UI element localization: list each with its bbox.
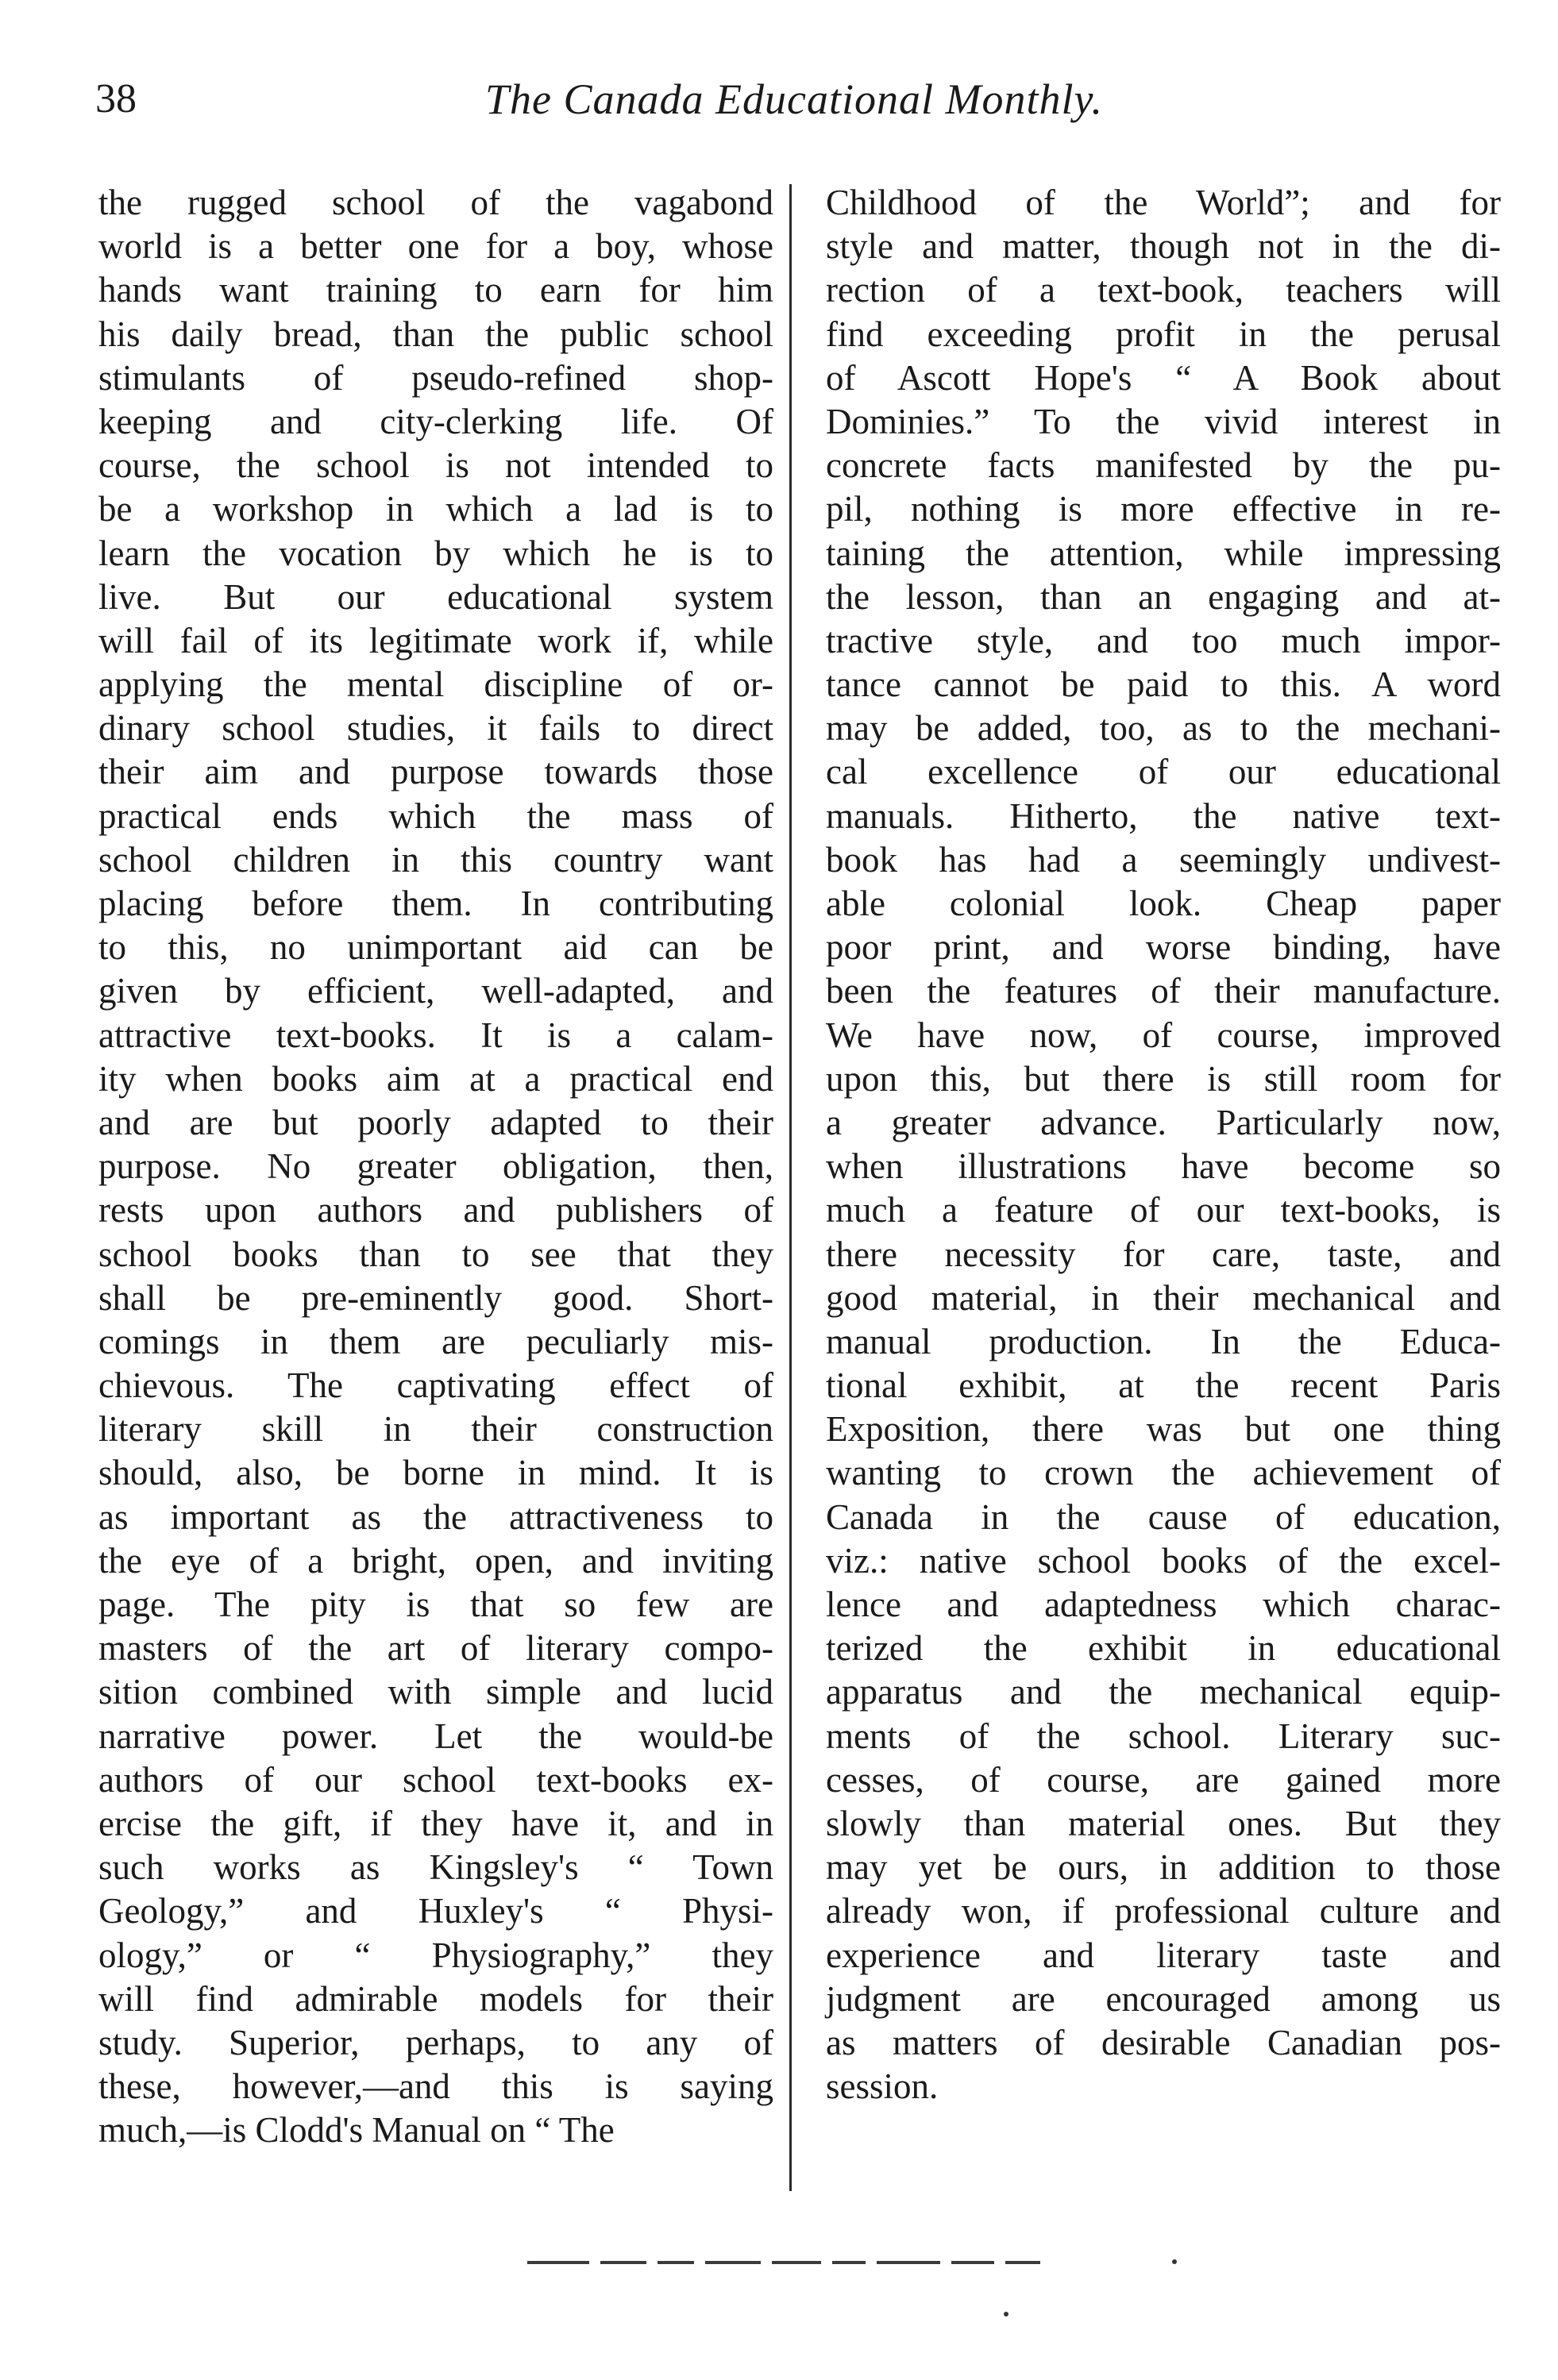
- text-line: hands want training to earn for him: [98, 270, 773, 310]
- text-line: be a workshop in which a lad is to: [98, 489, 773, 530]
- running-title: The Canada Educational Monthly.: [485, 75, 1103, 123]
- text-line: rection of a text-book, teachers will: [826, 270, 1501, 310]
- text-line: such works as Kingsley's “ Town: [98, 1847, 773, 1888]
- text-line: ity when books aim at a practical end: [98, 1058, 773, 1099]
- text-line: learn the vocation by which he is to: [98, 533, 773, 573]
- text-line: and are but poorly adapted to their: [98, 1102, 773, 1142]
- rule-dash: [658, 2261, 694, 2264]
- text-line: their aim and purpose towards those: [98, 752, 773, 792]
- text-line: sition combined with simple and lucid: [98, 1672, 773, 1712]
- text-line: as important as the attractiveness to: [98, 1496, 773, 1537]
- text-line: slowly than material ones. But they: [826, 1803, 1501, 1843]
- text-line: viz.: native school books of the excel-: [826, 1540, 1501, 1581]
- text-line: as matters of desirable Canadian pos-: [826, 2022, 1501, 2062]
- rule-dash: [705, 2261, 761, 2264]
- text-line: when illustrations have become so: [826, 1146, 1501, 1187]
- text-line: should, also, be borne in mind. It is: [98, 1453, 773, 1493]
- rule-dash: [1005, 2261, 1040, 2264]
- text-line: book has had a seemingly undivest-: [826, 839, 1501, 880]
- text-line: We have now, of course, improved: [826, 1015, 1501, 1055]
- text-line: course, the school is not intended to: [98, 445, 773, 486]
- text-line: stimulants of pseudo-refined shop-: [98, 357, 773, 398]
- text-line: find exceeding profit in the perusal: [826, 314, 1501, 354]
- text-line: ments of the school. Literary suc-: [826, 1716, 1501, 1756]
- text-line: tractive style, and too much impor-: [826, 620, 1501, 660]
- text-line: been the features of their manufacture.: [826, 971, 1501, 1011]
- text-line: experience and literary taste and: [826, 1935, 1501, 1975]
- right-text-column: [826, 181, 1501, 2108]
- text-line: Exposition, there was but one thing: [826, 1409, 1501, 1450]
- left-text-column: [98, 181, 773, 2152]
- text-line: wanting to crown the achievement of: [826, 1453, 1501, 1493]
- text-line: rests upon authors and publishers of: [98, 1190, 773, 1230]
- text-line: lence and adaptedness which charac-: [826, 1585, 1501, 1624]
- text-line: a greater advance. Particularly now,: [826, 1102, 1501, 1142]
- text-line: apparatus and the mechanical equip-: [826, 1672, 1501, 1712]
- text-line: poor print, and worse binding, have: [826, 927, 1501, 968]
- text-line: already won, if professional culture and: [826, 1891, 1501, 1931]
- text-line: there necessity for care, taste, and: [826, 1234, 1501, 1274]
- text-line: ercise the gift, if they have it, and in: [98, 1803, 773, 1843]
- text-line: much a feature of our text-books, is: [826, 1190, 1501, 1230]
- text-line: live. But our educational system: [98, 576, 773, 617]
- text-line: will fail of its legitimate work if, while: [98, 620, 773, 660]
- column-divider: [789, 184, 792, 2191]
- text-line: upon this, but there is still room for: [826, 1058, 1501, 1099]
- text-line: may yet be ours, in addition to those: [826, 1847, 1501, 1888]
- text-line: school children in this country want: [98, 839, 773, 880]
- rule-dash: [600, 2261, 646, 2264]
- text-line: manual production. In the Educa-: [826, 1321, 1501, 1361]
- text-line: manuals. Hitherto, the native text-: [826, 795, 1501, 836]
- text-line: pil, nothing is more effective in re-: [826, 489, 1501, 530]
- text-line: his daily bread, than the public school: [98, 314, 773, 354]
- text-line: the eye of a bright, open, and inviting: [98, 1540, 773, 1581]
- text-line: applying the mental discipline of or-: [98, 664, 773, 705]
- text-line: able colonial look. Cheap paper: [826, 884, 1501, 923]
- text-line: authors of our school text-books ex-: [98, 1759, 773, 1800]
- text-line: will find admirable models for their: [98, 1978, 773, 2019]
- rule-dash: [772, 2261, 821, 2264]
- text-line: the lesson, than an engaging and at-: [826, 576, 1501, 617]
- text-line: keeping and city-clerking life. Of: [98, 401, 773, 441]
- text-line: these, however,—and this is saying: [98, 2066, 773, 2107]
- text-line: literary skill in their construction: [98, 1409, 773, 1450]
- text-line: cesses, of course, are gained more: [826, 1759, 1501, 1800]
- text-line: shall be pre-eminently good. Short-: [98, 1277, 773, 1318]
- text-line: chievous. The captivating effect of: [98, 1365, 773, 1406]
- rule-dash: [527, 2261, 589, 2264]
- text-line: of Ascott Hope's “ A Book about: [826, 357, 1501, 398]
- text-line: Dominies.” To the vivid interest in: [826, 401, 1501, 441]
- text-line: tional exhibit, at the recent Paris: [826, 1365, 1501, 1406]
- text-line: purpose. No greater obligation, then,: [98, 1146, 773, 1187]
- text-line: study. Superior, perhaps, to any of: [98, 2022, 773, 2062]
- text-line: given by efficient, well-adapted, and: [98, 971, 773, 1011]
- text-line: attractive text-books. It is a calam-: [98, 1015, 773, 1055]
- text-line: dinary school studies, it fails to direct: [98, 708, 773, 749]
- text-line: good material, in their mechanical and: [826, 1277, 1501, 1318]
- page-header: [95, 71, 1493, 135]
- text-line: much,—is Clodd's Manual on “ The: [98, 2110, 615, 2151]
- text-line: practical ends which the mass of: [98, 795, 773, 836]
- text-line: session.: [826, 2066, 939, 2107]
- text-line: cal excellence of our educational: [826, 752, 1501, 792]
- text-line: the rugged school of the vagabond: [98, 183, 773, 222]
- text-line: concrete facts manifested by the pu-: [826, 445, 1501, 486]
- text-line: comings in them are peculiarly mis-: [98, 1321, 773, 1361]
- text-line: taining the attention, while impressing: [826, 533, 1501, 573]
- text-line: style and matter, though not in the di-: [826, 226, 1501, 267]
- text-line: judgment are encouraged among us: [826, 1978, 1501, 2019]
- text-line: placing before them. In contributing: [98, 884, 773, 923]
- text-line: tance cannot be paid to this. A word: [826, 664, 1501, 705]
- text-line: ology,” or “ Physiography,” they: [98, 1935, 773, 1975]
- text-line: narrative power. Let the would-be: [98, 1716, 773, 1756]
- text-line: page. The pity is that so few are: [98, 1585, 773, 1624]
- text-line: may be added, too, as to the mechani-: [826, 708, 1501, 749]
- page-number: 38: [95, 76, 137, 121]
- text-line: school books than to see that they: [98, 1234, 773, 1274]
- text-line: Geology,” and Huxley's “ Physi-: [98, 1891, 773, 1931]
- text-line: Canada in the cause of education,: [826, 1496, 1501, 1537]
- text-line: world is a better one for a boy, whose: [98, 226, 773, 267]
- ink-speck: [1004, 2312, 1008, 2316]
- rule-dash: [951, 2261, 994, 2264]
- ink-speck: [1172, 2259, 1177, 2264]
- text-line: Childhood of the World”; and for: [826, 183, 1501, 222]
- text-line: terized the exhibit in educational: [826, 1628, 1501, 1669]
- text-line: to this, no unimportant aid can be: [98, 927, 773, 968]
- rule-dash: [832, 2261, 866, 2264]
- text-line: masters of the art of literary compo-: [98, 1628, 773, 1669]
- rule-dash: [877, 2261, 940, 2264]
